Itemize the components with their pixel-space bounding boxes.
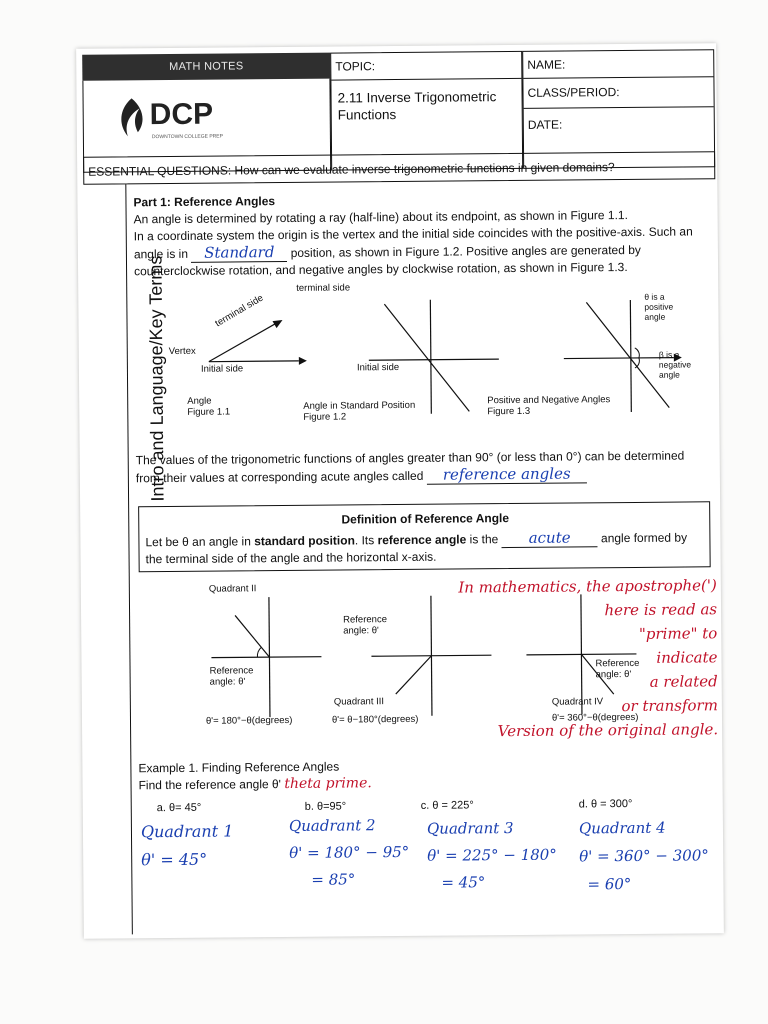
logo-flame-icon	[112, 94, 152, 140]
work-b-line1: Quadrant 2	[288, 816, 376, 835]
def-bold-reference: reference angle	[377, 532, 467, 548]
q2-reference	[210, 665, 254, 687]
logo-text: DCP	[149, 97, 214, 132]
annotation-line1: In mathematics, the apostrophe(')	[458, 576, 717, 597]
fig2-caption-title: Angle in Standard Position	[303, 399, 416, 412]
work-a	[141, 817, 234, 874]
q4-label: Quadrant IV	[551, 696, 604, 708]
handwritten-theta-prime: theta prime.	[284, 775, 372, 793]
def-text-a: Let be θ an angle in	[145, 534, 251, 550]
fig2-caption	[303, 400, 415, 423]
example-d: d. θ = 300°	[578, 797, 633, 811]
work-c	[427, 815, 557, 897]
date-label: DATE:	[527, 117, 563, 132]
def-text-b: . Its	[354, 533, 375, 548]
reference-text	[136, 447, 716, 487]
part1-line4: counterclockwise rotation, and negative angles by clockwise rotation, as shown in Figure 1.3.	[134, 260, 628, 279]
name-label: NAME:	[527, 57, 566, 72]
fig3-theta-line1: θ is a	[644, 291, 665, 302]
work-b-line3: = 85°	[311, 870, 356, 889]
fig3-caption	[487, 394, 610, 417]
def-bold-standard: standard position	[254, 533, 355, 549]
example-block	[138, 758, 438, 795]
q3-ref-line2: angle: θ'	[343, 625, 379, 637]
fig1-caption	[187, 395, 230, 417]
part1-line3b: position, as shown in Figure 1.2. Positive angles are generated by	[290, 242, 641, 260]
fig3-theta-note	[644, 292, 673, 322]
figures-1-3	[198, 289, 719, 424]
topic-label: TOPIC:	[335, 59, 376, 74]
example-a: a. θ= 45°	[156, 801, 202, 815]
apostrophe-annotation	[425, 573, 718, 744]
definition-text	[145, 528, 705, 568]
work-c-line1: Quadrant 3	[426, 819, 514, 838]
work-d-line1: Quadrant 4	[578, 818, 666, 838]
work-a-line2: θ' = 45°	[141, 849, 208, 870]
work-b	[289, 812, 410, 894]
fig2-terminal-label: terminal side	[296, 282, 351, 294]
work-c-line3: = 45°	[441, 873, 486, 892]
q3-label: Quadrant III	[333, 696, 385, 708]
logo-subtext: DOWNTOWN COLLEGE PREP	[151, 133, 223, 141]
fig1-caption-title: Angle	[187, 395, 212, 407]
work-d-line2: θ' = 360° − 300°	[579, 846, 709, 866]
q2-ref-line1: Reference	[209, 665, 254, 677]
fig3-beta-line3: angle	[658, 369, 680, 380]
annotation-line3: "prime" to	[638, 624, 718, 643]
handwritten-reference-angles: reference angles	[427, 465, 587, 484]
def-text-c: is the	[469, 532, 499, 547]
q3-ref-line1: Reference	[343, 614, 388, 626]
work-b-line2: θ' = 180° − 95°	[289, 842, 410, 862]
fig3-beta-note	[659, 349, 691, 379]
fig1-caption-number: Figure 1.1	[187, 406, 231, 418]
work-d-line3: = 60°	[587, 874, 632, 894]
handwritten-standard: Standard	[191, 244, 287, 263]
reference-line1: The values of the trigonometric functions of angles greater than 90° (or less than 0°) can be determined	[135, 448, 685, 468]
part1-line1: An angle is determined by rotating a ray (half-line) about its endpoint, as shown in Figure 1.1.	[133, 208, 628, 227]
math-notes-banner: MATH NOTES	[82, 53, 330, 81]
definition-title: Definition of Reference Angle	[341, 511, 510, 527]
part1-line2: In a coordinate system the origin is the vertex and the initial side coincides with the positive-axis. Such an	[133, 224, 693, 244]
fig3-caption-title: Positive and Negative Angles	[487, 394, 611, 407]
q4-formula: θ'= 360°−θ(degrees)	[551, 711, 639, 724]
class-label: CLASS/PERIOD:	[527, 85, 620, 100]
essential-question: ESSENTIAL QUESTIONS: How can we evaluate inverse trigonometric functions in given domains?	[88, 160, 615, 179]
work-a-line1: Quadrant 1	[140, 821, 234, 842]
side-label: Intro and Language/Key Terms	[145, 255, 168, 502]
def-line2: the terminal side of the angle and the horizontal x-axis.	[145, 549, 437, 567]
q3-reference	[343, 614, 387, 636]
annotation-line5: a related	[649, 672, 718, 691]
q2-formula: θ'= 180°−θ(degrees)	[205, 714, 293, 727]
example-title: Example 1. Finding Reference Angles	[138, 759, 340, 776]
part1-line3a: angle is in	[133, 246, 189, 262]
fig3-theta-line2: positive	[644, 301, 674, 312]
topic-value: 2.11 Inverse Trigonometric Functions	[337, 89, 497, 123]
q2-label: Quadrant II	[208, 583, 257, 595]
reference-line2: from their values at corresponding acute angles called	[135, 468, 424, 486]
notes-sheet	[76, 43, 724, 939]
fig2-initial-label: Initial side	[356, 362, 400, 374]
handwritten-acute: acute	[502, 529, 598, 548]
work-c-line2: θ' = 225° − 180°	[427, 845, 557, 865]
part1-block	[133, 189, 714, 280]
fig1-terminal-label: terminal side	[213, 292, 266, 330]
fig3-beta-line1: β is a	[658, 349, 680, 360]
example-b: b. θ=95°	[304, 800, 347, 813]
q3-formula: θ'= θ−180°(degrees)	[331, 713, 419, 726]
fig3-theta-line3: angle	[644, 311, 666, 322]
annotation-line2: here is read as	[604, 600, 718, 620]
annotation-line4: indicate	[656, 648, 718, 667]
fig2-caption-number: Figure 1.2	[303, 411, 347, 423]
def-text-d: angle formed by	[600, 530, 688, 546]
q4-ref-line1: Reference	[595, 657, 640, 670]
fig3-beta-line2: negative	[658, 359, 692, 370]
annotation-line6: or transform	[621, 696, 718, 716]
q2-ref-line2: angle: θ'	[209, 676, 246, 688]
essential-question-row	[83, 151, 715, 185]
q4-ref-line2: angle: θ'	[595, 668, 632, 681]
work-d	[579, 813, 709, 898]
example-prompt: Find the reference angle θ'	[138, 777, 282, 793]
fig1-initial-label: Initial side	[200, 363, 244, 375]
fig1-vertex-label: Vertex	[168, 345, 196, 358]
annotation-line7: Version of the original angle.	[497, 720, 719, 741]
example-c: c. θ = 225°	[420, 799, 474, 812]
fig3-caption-number: Figure 1.3	[487, 405, 531, 418]
definition-box	[138, 501, 711, 572]
part1-title: Part 1: Reference Angles	[133, 194, 276, 210]
